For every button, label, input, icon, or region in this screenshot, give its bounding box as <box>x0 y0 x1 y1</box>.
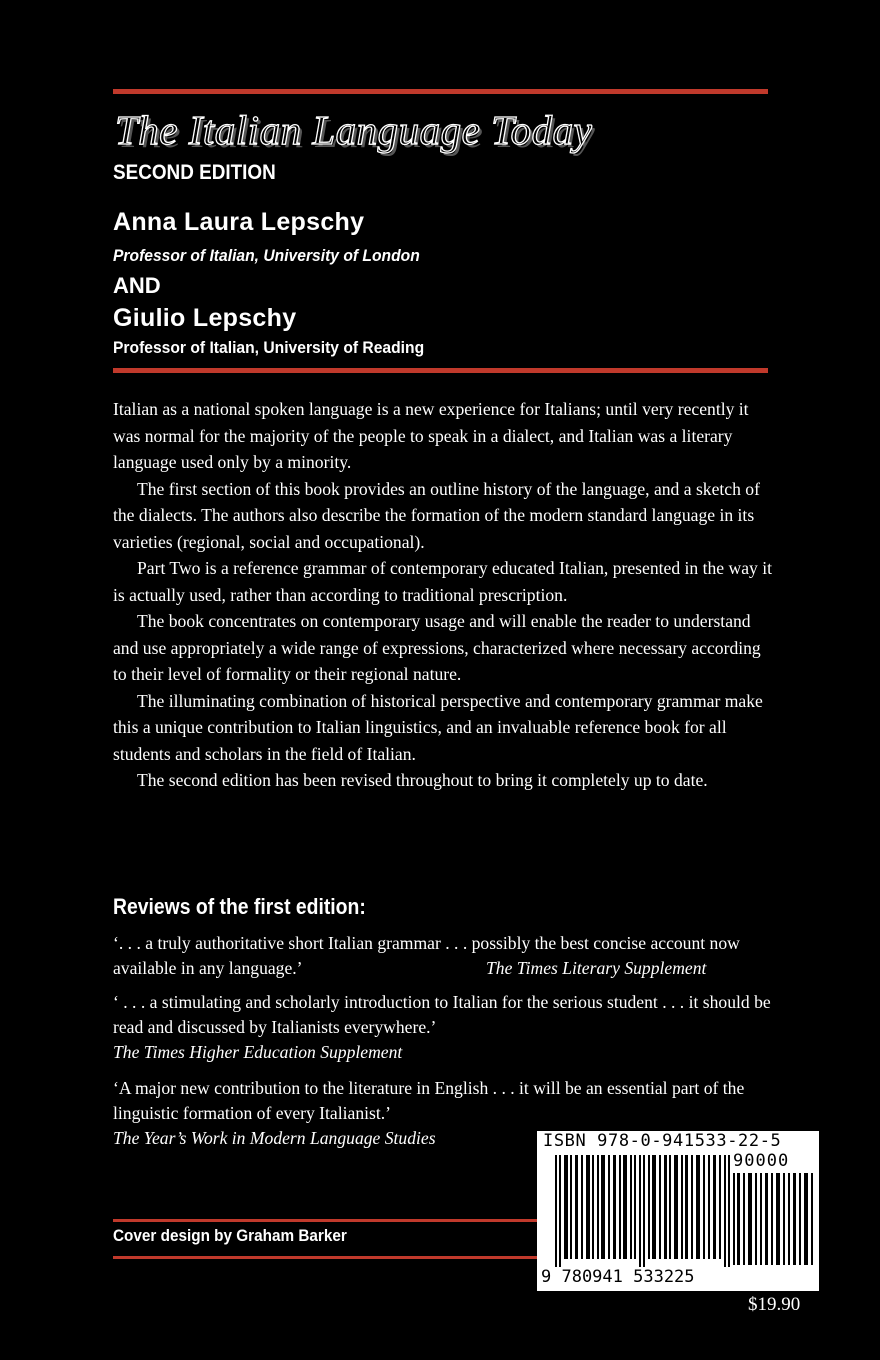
review-quote-text: ‘. . . a truly authoritative short Italian grammar . . . possibly the best concise account now available in any language.’ <box>113 933 740 978</box>
description-paragraph: The second edition has been revised throughout to bring it completely up to date. <box>137 770 708 790</box>
review-source <box>486 956 786 981</box>
description <box>113 396 773 794</box>
author-conjunction: AND <box>113 273 161 298</box>
credit-top-rule <box>113 1219 538 1222</box>
addon-bars-icon <box>733 1173 813 1265</box>
barcode-digits: 9 780941 533225 <box>541 1267 695 1287</box>
top-red-rule <box>113 89 768 94</box>
review-quote-text: ‘ . . . a stimulating and scholarly introduction to Italian for the serious student . . . it should be read and discussed by Italianists everywhere.’ <box>113 992 771 1037</box>
edition-label: SECOND EDITION <box>113 161 276 184</box>
price-addon-code: 90000 <box>733 1151 790 1171</box>
reviews-heading: Reviews of the first edition: <box>113 894 366 919</box>
book-title: The Italian Language Today <box>115 107 593 153</box>
author1-name: Anna Laura Lepschy <box>113 208 365 236</box>
description-paragraph: The book concentrates on contemporary usage and will enable the reader to understand and use appropriately a wide range of expressions, characterized where necessary according to their level of formality or their regional nature. <box>113 611 761 684</box>
credit-bottom-rule <box>113 1256 538 1259</box>
middle-red-rule <box>113 368 768 373</box>
review-quote <box>113 990 773 1065</box>
review-source-text: The Year’s Work in Modern Language Studies <box>113 1128 436 1148</box>
price-label: $19.90 <box>748 1294 801 1315</box>
isbn-text: ISBN 978-0-941533-22-5 <box>543 1131 782 1151</box>
author1-affiliation: Professor of Italian, University of London <box>113 246 420 265</box>
cover-credit: Cover design by Graham Barker <box>113 1226 347 1245</box>
review-source-text: The Times Literary Supplement <box>486 958 707 978</box>
author2-name: Giulio Lepschy <box>113 304 297 332</box>
description-paragraph: Part Two is a reference grammar of contemporary educated Italian, presented in the way it is actually used, rather than according to traditional prescription. <box>113 558 772 605</box>
description-paragraph: Italian as a national spoken language is a new experience for Italians; until very recently it was normal for the majority of the people to speak in a dialect, and Italian was a literary language used only by a minority. <box>113 399 749 472</box>
description-paragraph: The first section of this book provides an outline history of the language, and a sketch of the dialects. The authors also describe the formation of the modern standard language in its varieties (regional, social and occupational). <box>113 478 760 552</box>
description-paragraph: The illuminating combination of historical perspective and contemporary grammar make this a unique contribution to Italian linguistics, and an invaluable reference book for all students and scholars in the field of Italian. <box>113 690 763 764</box>
isbn-barcode <box>537 1131 819 1291</box>
review-source-text: The Times Higher Education Supplement <box>113 1042 403 1062</box>
author2-affiliation: Professor of Italian, University of Reading <box>113 338 425 357</box>
barcode-bars-icon <box>555 1155 730 1267</box>
review-quote-text: ‘A major new contribution to the literature in English . . . it will be an essential part of the linguistic formation of every Italianist.’ <box>113 1078 745 1123</box>
